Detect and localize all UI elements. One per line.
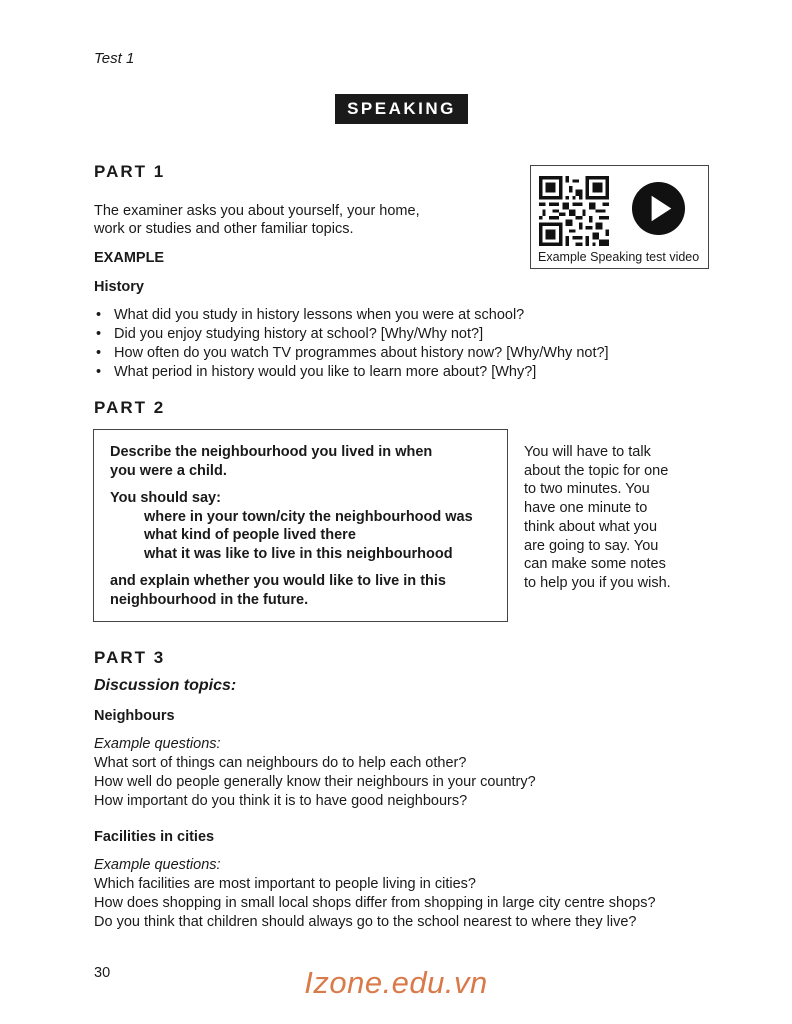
part3-heading: PART 3 <box>94 648 166 667</box>
cue-explain-line2: neighbourhood in the future. <box>110 592 309 608</box>
part3-question: What sort of things can neighbours do to help each other? <box>94 755 467 771</box>
part1-intro-line1: The examiner asks you about yourself, your home, <box>94 203 420 219</box>
part1-topic: History <box>94 279 144 295</box>
cue-point: what kind of people lived there <box>144 527 356 543</box>
cue-card <box>93 429 508 622</box>
discussion-label: Discussion topics: <box>94 677 237 694</box>
part3-question: How well do people generally know their neighbours in your country? <box>94 774 536 790</box>
topic-title: Neighbours <box>94 708 175 724</box>
note-line: think about what you <box>524 518 658 535</box>
cue-point: where in your town/city the neighbourhood was <box>144 509 473 525</box>
part1-question: • What period in history would you like to learn more about? [Why?] <box>94 363 609 382</box>
part2-heading: PART 2 <box>94 398 166 417</box>
cue-should-say: You should say: <box>110 490 221 506</box>
test-label: Test 1 <box>94 50 135 67</box>
example-questions-label: Example questions: <box>94 736 221 752</box>
topic-title: Facilities in cities <box>94 829 215 845</box>
qr-code-icon <box>539 176 609 246</box>
play-icon[interactable] <box>631 181 686 236</box>
part3-question: Do you think that children should always go to the school nearest to where they live? <box>94 914 637 930</box>
part1-question: • How often do you watch TV programmes about history now? [Why/Why not?] <box>94 344 609 363</box>
note-line: to help you if you wish. <box>524 574 671 591</box>
note-line: You will have to talk <box>524 444 651 460</box>
example-label: EXAMPLE <box>94 250 165 266</box>
cue-point: what it was like to live in this neighbourhood <box>144 546 453 562</box>
part1-question: • What did you study in history lessons when you were at school? <box>94 306 609 325</box>
cue-task-line1: Describe the neighbourhood you lived in when <box>110 444 433 460</box>
page-number: 30 <box>94 965 111 981</box>
part1-question: • Did you enjoy studying history at school? [Why/Why not?] <box>94 325 609 344</box>
example-questions-label: Example questions: <box>94 857 221 873</box>
note-line: are going to say. You <box>524 537 659 554</box>
qr-caption: Example Speaking test video <box>538 250 700 264</box>
cue-explain-line1: and explain whether you would like to live in this <box>110 573 446 589</box>
part1-intro-line2: work or studies and other familiar topics. <box>94 221 354 237</box>
note-line: to two minutes. You <box>524 481 650 498</box>
qr-video-box[interactable] <box>530 165 709 269</box>
part1-question-list <box>94 306 609 382</box>
part3-question: How important do you think it is to have good neighbours? <box>94 793 468 809</box>
note-line: about the topic for one <box>524 462 669 479</box>
part2-note <box>524 443 694 593</box>
cue-task-line2: you were a child. <box>110 463 227 479</box>
note-line: have one minute to <box>524 500 648 517</box>
part3-question: How does shopping in small local shops differ from shopping in large city centre shops? <box>94 895 656 911</box>
watermark: Izone.edu.vn <box>304 965 488 1000</box>
part1-heading: PART 1 <box>94 162 166 181</box>
part3-question: Which facilities are most important to people living in cities? <box>94 876 476 892</box>
section-title: SPEAKING <box>335 94 468 124</box>
note-line: can make some notes <box>524 556 666 573</box>
